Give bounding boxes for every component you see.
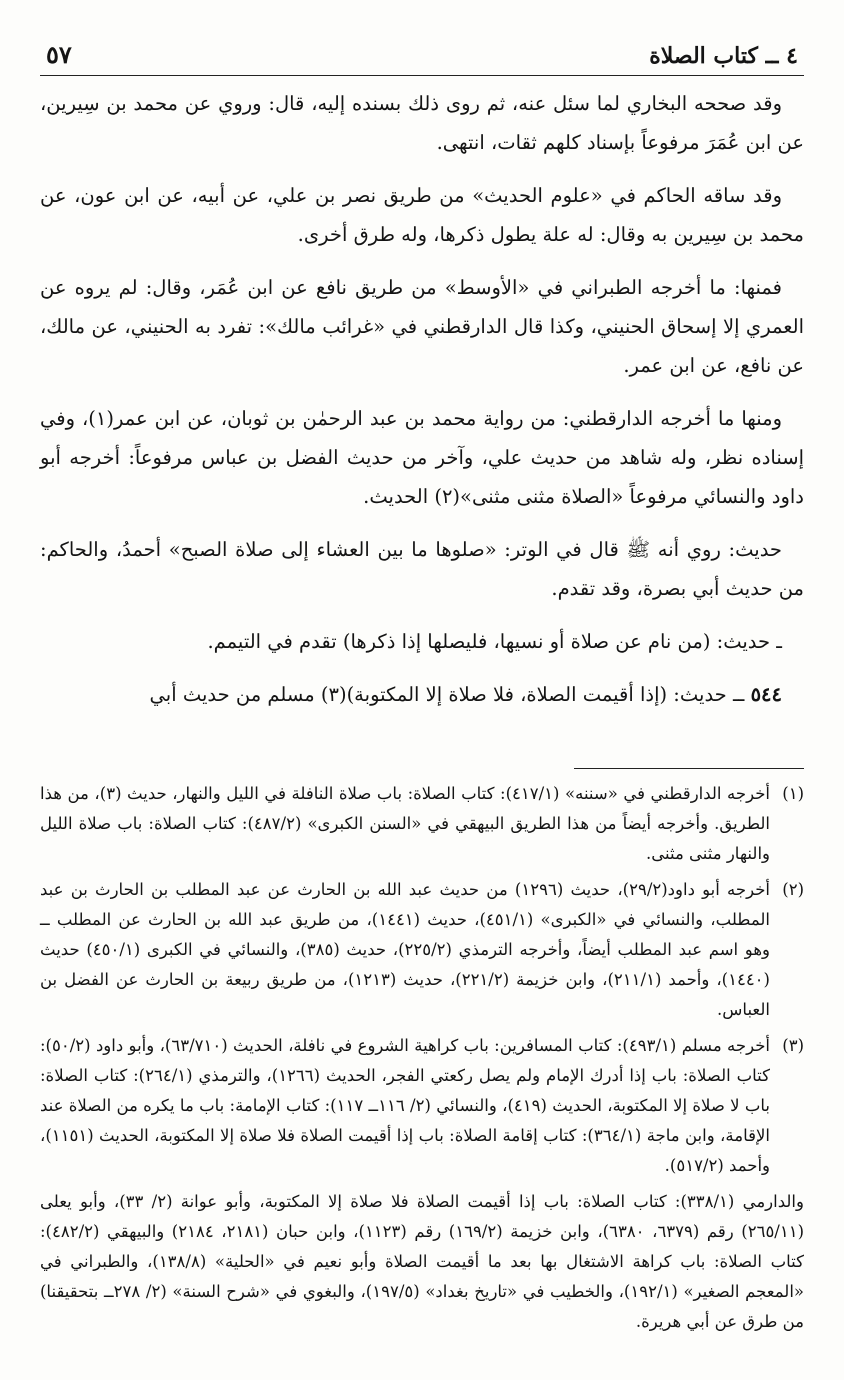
footnote-text: أخرجه أبو داود(٢٩/٢)، حديث (١٢٩٦) من حديث عبد الله بن الحارث عن عبد المطلب بن الحارث بن عبد المطلب، والنسائي في «الكبرى» (٤٥١/١)، حديث (١٤٤١)، من طريق عبد الله بن الحارث عن المطلب ــ وهو اسم عبد المطلب أيضاً، وأخرجه الترمذي (٢٢٥/٢)، حديث (٣٨٥)، والنسائي في الكبرى (٤٥٠/١) حديث (١٤٤٠)، وأحمد (٢١١/١)، وابن خزيمة (٢٢١/٢)، حديث (١٢١٣)، من طريق ربيعة بن الحارث عن الفضل بن العباس. — [40, 880, 770, 1019]
hadith-item-544 — [40, 675, 804, 714]
hadith-item — [40, 622, 804, 661]
hadith-number: ٥٤٤ — [750, 683, 782, 706]
footnote-separator — [574, 768, 804, 769]
page-number: ٥٧ — [46, 40, 72, 69]
paragraph: وقد ساقه الحاكم في «علوم الحديث» من طريق نصر بن علي، عن أبيه، عن ابن عون، عن محمد بن سِيرين به وقال: له علة يطول ذكرها، وله طرق أخرى. — [40, 184, 804, 246]
hadith-item-text: ــ حديث: (إذا أقيمت الصلاة، فلا صلاة إلا المكتوبة)(٣) مسلم من حديث أبي — [149, 683, 745, 706]
footnote — [40, 1031, 804, 1181]
footnote — [40, 875, 804, 1025]
paragraph: فمنها: ما أخرجه الطبراني في «الأوسط» من طريق نافع عن ابن عُمَر، وقال: لم يروه عن العمري إلا إسحاق الحنيني، وكذا قال الدارقطني في «غرائب مالك»: تفرد به الحنيني، عن مالك، عن نافع، عن ابن عمر. — [40, 276, 804, 377]
main-text — [40, 84, 804, 714]
footnotes — [40, 779, 804, 1337]
footnote-text: أخرجه الدارقطني في «سننه» (٤١٧/١): كتاب الصلاة: باب صلاة النافلة في الليل والنهار، حديث (٣)، من هذا الطريق. وأخرجه أيضاً من هذا الطريق البيهقي في «السنن الكبرى» (٤٨٧/٢): كتاب الصلاة: باب صلاة الليل والنهار مثنى مثنى. — [40, 784, 770, 863]
chapter-title: ٤ ــ كتاب الصلاة — [649, 43, 798, 69]
running-header — [40, 40, 804, 76]
footnote — [40, 779, 804, 869]
paragraph: وقد صححه البخاري لما سئل عنه، ثم روى ذلك بسنده إليه، قال: وروي عن محمد بن سِيرين، عن ابن عُمَرَ مرفوعاً بإسناد كلهم ثقات، انتهى. — [40, 92, 804, 154]
footnote-text: أخرجه مسلم (٤٩٣/١): كتاب المسافرين: باب كراهية الشروع في نافلة، الحديث (٦٣/٧١٠)، وأبو داود (٥٠/٢): كتاب الصلاة: باب إذا أدرك الإمام ولم يصل ركعتي الفجر، الحديث (١٢٦٦)، والترمذي (٢٦٤/١): كتاب الصلاة: باب لا صلاة إلا المكتوبة، الحديث (٤١٩)، والنسائي (٢/ ١١٦ــ ١١٧): كتاب الإمامة: باب ما يكره من الصلاة عند الإقامة، وابن ماجة (٣٦٤/١): كتاب إقامة الصلاة: باب إذا أقيمت الصلاة فلا صلاة إلا المكتوبة، الحديث (١١٥١)، وأحمد (٥١٧/٢). — [40, 1036, 771, 1175]
footnote-mark: (١) — [782, 784, 804, 803]
paragraph: حديث: روي أنه ﷺ قال في الوتر: «صلوها ما بين العشاء إلى صلاة الصبح» أحمدُ، والحاكم: من حديث أبي بصرة، وقد تقدم. — [40, 538, 804, 600]
footnote-mark: (٣) — [782, 1036, 804, 1055]
footnote-mark: (٢) — [782, 880, 804, 899]
footnote-text: والدارمي (٣٣٨/١): كتاب الصلاة: باب إذا أقيمت الصلاة فلا صلاة إلا المكتوبة، وأبو عوانة (٢/ ٣٣)، وأبو يعلى (٢٦٥/١١) رقم (٦٣٧٩، ٦٣٨٠)، وابن خزيمة (١٦٩/٢) رقم (١١٢٣)، وابن حبان (٢١٨١، ٢١٨٤) والبيهقي (٤٨٢/٢): كتاب الصلاة: باب كراهة الاشتغال بها بعد ما أقيمت الصلاة وأبو نعيم في «الحلية» (١٣٨/٨)، والطبراني في «المعجم الصغير» (١٩٢/١)، والخطيب في «تاريخ بغداد» (١٩٧/٥)، والبغوي في «شرح السنة» (٢/ ٢٧٨ــ بتحقيقنا) من طرق عن أبي هريرة. — [40, 1192, 805, 1331]
paragraph: ومنها ما أخرجه الدارقطني: من رواية محمد بن عبد الرحمٰن بن ثوبان، عن ابن عمر(١)، وفي إسناده نظر، وله شاهد من حديث علي، وآخر من حديث الفضل بن عباس مرفوعاً: أخرجه أبو داود والنسائي مرفوعاً «الصلاة مثنى مثنى»(٢) الحديث. — [40, 407, 804, 508]
footnote-continuation — [40, 1187, 804, 1337]
hadith-item-text: ـ حديث: (من نام عن صلاة أو نسيها، فليصلها إذا ذكرها) تقدم في التيمم. — [207, 630, 782, 653]
